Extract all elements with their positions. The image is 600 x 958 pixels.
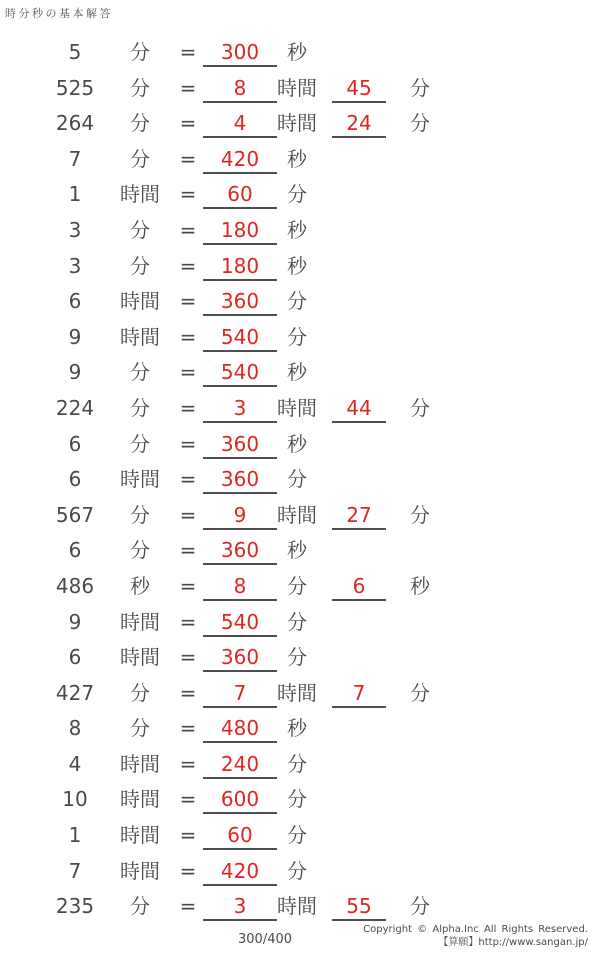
conversion-row <box>0 679 600 715</box>
answer-unit-2: 秒 <box>410 573 430 598</box>
site-url-line: 【算願】http://www.sangan.jp/ <box>438 937 588 948</box>
conversion-row <box>0 465 600 501</box>
answer-value-1: 240 <box>203 752 277 779</box>
conversion-row <box>0 358 600 394</box>
given-number: 1 <box>68 823 82 848</box>
answer-unit-1: 秒 <box>287 40 307 64</box>
conversion-row <box>0 572 600 608</box>
given-number: 7 <box>68 858 82 883</box>
answer-unit-1: 時間 <box>277 502 317 527</box>
answer-value-1: 8 <box>203 574 277 601</box>
answer-unit-1: 分 <box>287 467 307 492</box>
conversion-row <box>0 109 600 145</box>
answer-unit-1: 分 <box>287 573 307 598</box>
answer-value-1: 60 <box>203 182 277 209</box>
given-number: 10 <box>62 787 88 812</box>
equals-sign: = <box>179 40 197 64</box>
given-unit: 時間 <box>120 823 160 848</box>
given-unit: 秒 <box>130 573 150 598</box>
given-unit: 分 <box>130 716 150 741</box>
answer-unit-1: 分 <box>287 324 307 349</box>
equals-sign: = <box>179 467 197 492</box>
given-number: 9 <box>68 360 82 385</box>
given-number: 6 <box>68 538 82 563</box>
answer-unit-1: 秒 <box>287 716 307 741</box>
given-unit: 時間 <box>120 182 160 207</box>
answer-value-1: 420 <box>203 147 277 174</box>
answer-value-1: 540 <box>203 325 277 352</box>
equals-sign: = <box>179 716 197 741</box>
answer-unit-2: 分 <box>410 502 430 527</box>
footer-copyright <box>363 923 588 949</box>
given-unit: 分 <box>130 360 150 385</box>
conversion-row <box>0 216 600 252</box>
answer-value-1: 60 <box>203 823 277 850</box>
given-number: 264 <box>55 111 95 136</box>
given-number: 6 <box>68 431 82 456</box>
answer-unit-1: 秒 <box>287 146 307 171</box>
equals-sign: = <box>179 253 197 278</box>
conversion-row <box>0 501 600 537</box>
answer-value-2: 7 <box>332 681 386 708</box>
given-number: 9 <box>68 324 82 349</box>
answer-unit-1: 分 <box>287 289 307 314</box>
answer-value-1: 180 <box>203 254 277 281</box>
conversion-row <box>0 180 600 216</box>
given-unit: 分 <box>130 217 150 242</box>
answer-value-2: 6 <box>332 574 386 601</box>
conversion-row <box>0 394 600 430</box>
equals-sign: = <box>179 146 197 171</box>
answer-value-1: 3 <box>203 396 277 423</box>
answer-value-1: 180 <box>203 218 277 245</box>
equals-sign: = <box>179 858 197 883</box>
answer-unit-1: 時間 <box>277 111 317 136</box>
copyright-line: Copyright © Alpha.Inc All Rights Reserved. <box>363 924 588 935</box>
equals-sign: = <box>179 609 197 634</box>
conversion-row <box>0 857 600 893</box>
equals-sign: = <box>179 894 197 919</box>
answer-value-1: 360 <box>203 645 277 672</box>
answer-unit-1: 分 <box>287 787 307 812</box>
equals-sign: = <box>179 182 197 207</box>
given-unit: 分 <box>130 538 150 563</box>
equals-sign: = <box>179 573 197 598</box>
given-number: 8 <box>68 716 82 741</box>
given-number: 3 <box>68 253 82 278</box>
equals-sign: = <box>179 395 197 420</box>
conversion-row <box>0 145 600 181</box>
given-unit: 時間 <box>120 858 160 883</box>
equals-sign: = <box>179 324 197 349</box>
given-unit: 分 <box>130 253 150 278</box>
answer-unit-1: 秒 <box>287 431 307 456</box>
conversion-row <box>0 323 600 359</box>
answer-value-1: 360 <box>203 538 277 565</box>
given-number: 6 <box>68 467 82 492</box>
equals-sign: = <box>179 680 197 705</box>
answer-unit-2: 分 <box>410 680 430 705</box>
answer-unit-1: 分 <box>287 858 307 883</box>
answer-unit-1: 時間 <box>277 75 317 100</box>
answer-value-1: 7 <box>203 681 277 708</box>
given-unit: 分 <box>130 111 150 136</box>
given-unit: 時間 <box>120 324 160 349</box>
equals-sign: = <box>179 787 197 812</box>
answer-unit-1: 分 <box>287 182 307 207</box>
conversion-row <box>0 536 600 572</box>
conversion-row <box>0 38 600 74</box>
conversion-row <box>0 714 600 750</box>
conversion-row <box>0 287 600 323</box>
answer-value-2: 55 <box>332 894 386 921</box>
answer-unit-1: 分 <box>287 751 307 776</box>
answer-value-1: 4 <box>203 111 277 138</box>
answer-unit-1: 秒 <box>287 253 307 278</box>
answer-value-1: 3 <box>203 894 277 921</box>
given-number: 525 <box>55 75 95 100</box>
given-number: 7 <box>68 146 82 171</box>
answer-unit-2: 分 <box>410 75 430 100</box>
given-unit: 分 <box>130 395 150 420</box>
answer-unit-2: 分 <box>410 111 430 136</box>
answer-value-1: 420 <box>203 859 277 886</box>
given-number: 427 <box>55 680 95 705</box>
answer-value-1: 480 <box>203 716 277 743</box>
answer-value-2: 44 <box>332 396 386 423</box>
answer-unit-1: 時間 <box>277 680 317 705</box>
answer-value-1: 600 <box>203 787 277 814</box>
given-number: 235 <box>55 894 95 919</box>
answer-value-2: 45 <box>332 76 386 103</box>
given-number: 4 <box>68 751 82 776</box>
given-unit: 分 <box>130 40 150 64</box>
answer-unit-1: 分 <box>287 645 307 670</box>
answer-unit-1: 時間 <box>277 395 317 420</box>
equals-sign: = <box>179 751 197 776</box>
equals-sign: = <box>179 360 197 385</box>
given-unit: 分 <box>130 75 150 100</box>
given-unit: 分 <box>130 431 150 456</box>
answer-unit-2: 分 <box>410 395 430 420</box>
equals-sign: = <box>179 111 197 136</box>
answer-value-1: 360 <box>203 467 277 494</box>
given-number: 3 <box>68 217 82 242</box>
conversion-row <box>0 74 600 110</box>
conversion-row <box>0 252 600 288</box>
given-unit: 分 <box>130 502 150 527</box>
equals-sign: = <box>179 289 197 314</box>
answer-value-1: 540 <box>203 360 277 387</box>
given-unit: 時間 <box>120 787 160 812</box>
given-unit: 分 <box>130 680 150 705</box>
conversion-row <box>0 821 600 857</box>
answer-unit-1: 秒 <box>287 360 307 385</box>
given-number: 5 <box>68 40 82 64</box>
given-number: 224 <box>55 395 95 420</box>
conversion-list <box>0 38 600 928</box>
given-unit: 時間 <box>120 467 160 492</box>
given-unit: 分 <box>130 146 150 171</box>
answer-value-1: 9 <box>203 503 277 530</box>
given-unit: 時間 <box>120 645 160 670</box>
equals-sign: = <box>179 823 197 848</box>
equals-sign: = <box>179 502 197 527</box>
conversion-row <box>0 750 600 786</box>
answer-unit-1: 分 <box>287 823 307 848</box>
page-indicator: 300/400 <box>238 932 293 947</box>
answer-value-1: 360 <box>203 432 277 459</box>
given-unit: 分 <box>130 894 150 919</box>
given-unit: 時間 <box>120 609 160 634</box>
equals-sign: = <box>179 645 197 670</box>
answer-value-1: 8 <box>203 76 277 103</box>
answer-unit-1: 時間 <box>277 894 317 919</box>
answer-unit-1: 秒 <box>287 538 307 563</box>
given-number: 6 <box>68 645 82 670</box>
equals-sign: = <box>179 217 197 242</box>
answer-unit-1: 秒 <box>287 217 307 242</box>
conversion-row <box>0 608 600 644</box>
answer-value-1: 360 <box>203 289 277 316</box>
equals-sign: = <box>179 431 197 456</box>
conversion-row <box>0 643 600 679</box>
given-unit: 時間 <box>120 289 160 314</box>
equals-sign: = <box>179 538 197 563</box>
answer-value-1: 300 <box>203 40 277 67</box>
answer-value-1: 540 <box>203 610 277 637</box>
page-title: 時分秒の基本解答 <box>5 7 113 20</box>
given-number: 1 <box>68 182 82 207</box>
conversion-row <box>0 785 600 821</box>
given-number: 6 <box>68 289 82 314</box>
answer-value-2: 24 <box>332 111 386 138</box>
answer-unit-1: 分 <box>287 609 307 634</box>
equals-sign: = <box>179 75 197 100</box>
given-number: 9 <box>68 609 82 634</box>
given-number: 567 <box>55 502 95 527</box>
answer-unit-2: 分 <box>410 894 430 919</box>
answer-value-2: 27 <box>332 503 386 530</box>
conversion-row <box>0 430 600 466</box>
given-number: 486 <box>55 573 95 598</box>
given-unit: 時間 <box>120 751 160 776</box>
